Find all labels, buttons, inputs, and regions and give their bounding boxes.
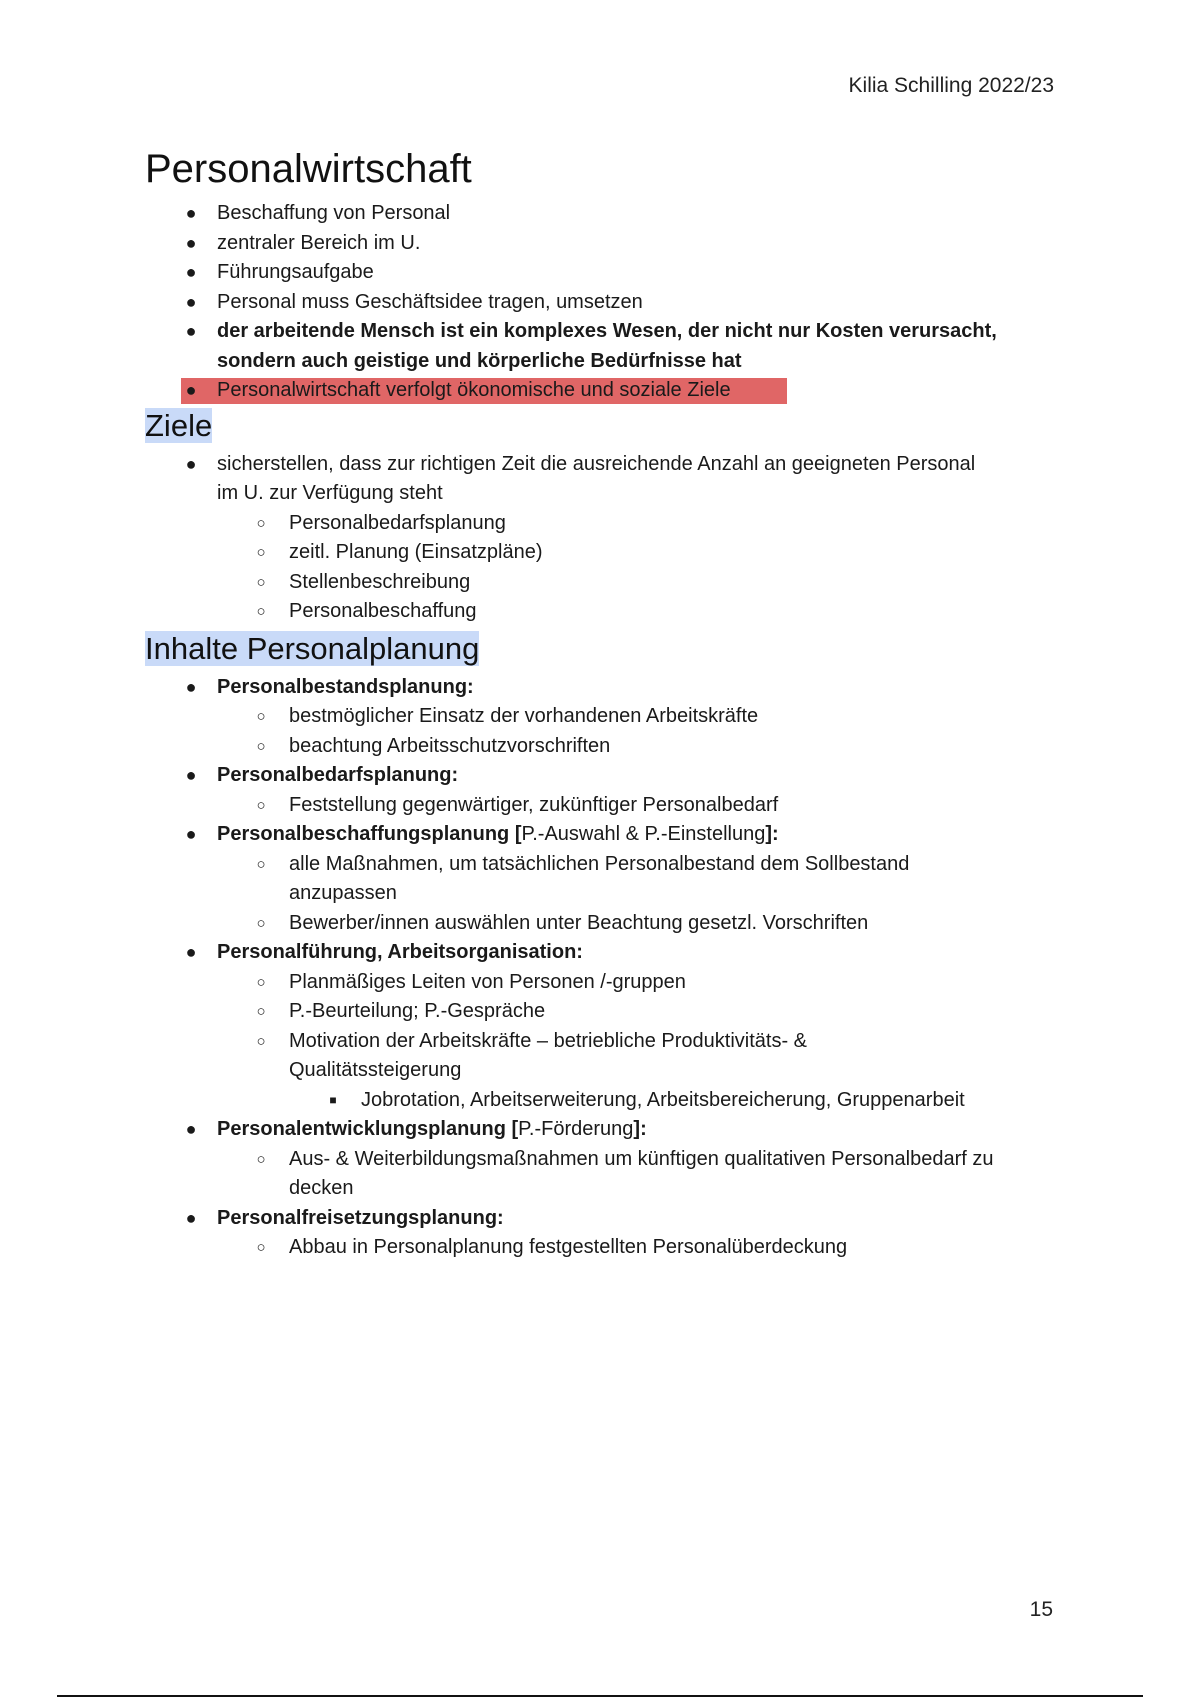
entwicklung-sublist [145,1145,1065,1204]
sublist-item: ○ Personalbedarfsplanung [217,509,985,539]
sublist-item: ○ P.-Beurteilung; P.-Gespräche [217,997,1065,1027]
freisetzung-sublist [145,1233,1065,1263]
bullet-icon: ● [185,321,197,341]
list-item: ● Personalbestandsplanung: ○ bestmöglicher Einsatz der vorhandenen Arbeitskräfte ○ beachtung Arbeitsschutzvorschriften [145,673,1065,762]
list-item: ● Beschaffung von Personal [145,199,1065,229]
page-title: Personalwirtschaft [145,147,472,191]
circle-bullet-icon: ○ [256,708,266,725]
list-item: ● Führungsaufgabe [145,258,1065,288]
sublist-item: ○ Abbau in Personalplanung festgestellten Personalüberdeckung [217,1233,1065,1263]
sublist-item: ○ Planmäßiges Leiten von Personen /-gruppen [217,968,1065,998]
list-item: ● sicherstellen, dass zur richtigen Zeit die ausreichende Anzahl an geeigneten Personal im U. zur Verfügung steht ○ Personalbedarfsplanung ○ zeitl. Planung (Einsatzpläne) ○ Stellenbeschreibung ○ Personalbeschaffung [145,450,1065,627]
sublist-item: ○ alle Maßnahmen, um tatsächlichen Personalbestand dem Sollbestand anzupassen [217,850,1065,909]
bullet-icon: ● [185,262,197,282]
bullet-icon: ● [185,380,197,400]
ziele-list [145,450,1065,627]
sublist-item: ○ Feststellung gegenwärtiger, zukünftiger Personalbedarf [217,791,1065,821]
fuehrung-subsublist [217,1086,1065,1116]
beschaffung-sublist [145,850,1065,939]
circle-bullet-icon: ○ [256,603,266,620]
list-item-bold: ● der arbeitende Mensch ist ein komplexes Wesen, der nicht nur Kosten verursacht, sondern auch geistige und körperliche Bedürfnisse hat [145,317,1065,376]
list-item: ● Personalbeschaffungsplanung [P.-Auswahl & P.-Einstellung]: ○ alle Maßnahmen, um tatsächlichen Personalbestand dem Sollbestand anzupassen ○ Bewerber/innen auswählen unter Beachtung gesetzl. Vorschriften [145,820,1065,938]
bedarf-sublist [145,791,1065,821]
bullet-icon: ● [185,232,197,253]
bullet-icon: ● [185,824,197,844]
section-heading-inhalte: Inhalte Personalplanung [145,630,480,666]
highlighted-list-item: ● Personalwirtschaft verfolgt ökonomische und soziale Ziele [145,376,1065,406]
circle-bullet-icon: ○ [256,514,266,532]
list-item: ● Personalentwicklungsplanung [P.-Förderung]: ○ Aus- & Weiterbildungsmaßnahmen um künftigen qualitativen Personalbedarf zu decken [145,1115,1065,1204]
circle-bullet-icon: ○ [256,973,266,991]
list-item: ● Personal muss Geschäftsidee tragen, umsetzen [145,288,1065,318]
sublist-item: ○ Aus- & Weiterbildungsmaßnahmen um künftigen qualitativen Personalbedarf zu decken [217,1145,1065,1204]
bullet-icon: ● [185,291,197,312]
inhalte-list [145,673,1065,1263]
circle-bullet-icon: ○ [256,796,266,814]
sublist-item: ○ Stellenbeschreibung [217,568,985,598]
sublist-item: ○ zeitl. Planung (Einsatzpläne) [217,538,985,568]
sublist-item: ○ Bewerber/innen auswählen unter Beachtung gesetzl. Vorschriften [217,909,1065,939]
circle-bullet-icon: ○ [256,573,266,591]
sublist-item: ○ Motivation der Arbeitskräfte – betriebliche Produktivitäts- & Qualitätssteigerung ■ Jobrotation, Arbeitserweiterung, Arbeitsbereicherung, Gruppenarbeit [217,1027,1065,1116]
circle-bullet-icon: ○ [256,1003,266,1020]
bullet-icon: ● [185,1119,197,1139]
page-number: 15 [1029,1598,1053,1621]
page-content [145,143,1065,1263]
circle-bullet-icon: ○ [256,1032,266,1050]
circle-bullet-icon: ○ [256,914,266,932]
list-item: ● Personalfreisetzungsplanung: ○ Abbau in Personalplanung festgestellten Personalüberdeckung [145,1204,1065,1263]
circle-bullet-icon: ○ [256,544,266,561]
bullet-icon: ● [185,453,197,474]
bullet-icon: ● [185,676,197,697]
bestand-sublist [145,702,1065,761]
bullet-icon: ● [185,765,197,785]
circle-bullet-icon: ○ [256,1150,266,1168]
bottom-divider [57,1695,1143,1697]
circle-bullet-icon: ○ [256,737,266,755]
square-bullet-icon: ■ [329,1092,337,1107]
fuehrung-sublist [145,968,1065,1116]
sublist-item: ○ Personalbeschaffung [217,597,985,627]
bullet-icon: ● [185,1207,197,1228]
list-item: ● Personalbedarfsplanung: ○ Feststellung gegenwärtiger, zukünftiger Personalbedarf [145,761,1065,820]
ziele-sublist [145,509,985,627]
author-header: Kilia Schilling 2022/23 [848,74,1054,97]
bullet-icon: ● [185,203,197,223]
subsublist-item: ■ Jobrotation, Arbeitserweiterung, Arbeitsbereicherung, Gruppenarbeit [289,1086,1065,1116]
sublist-item: ○ beachtung Arbeitsschutzvorschriften [217,732,1065,762]
sublist-item: ○ bestmöglicher Einsatz der vorhandenen Arbeitskräfte [217,702,1065,732]
circle-bullet-icon: ○ [256,855,266,873]
section-heading-ziele: Ziele [145,407,213,443]
circle-bullet-icon: ○ [256,1239,266,1256]
intro-list [145,199,1065,406]
list-item: ● Personalführung, Arbeitsorganisation: ○ Planmäßiges Leiten von Personen /-gruppen ○ P.-Beurteilung; P.-Gespräche ○ Motivation der Arbeitskräfte – betriebliche Produktivitäts- & Qualitätssteigerung ■ Jobrotation, Arbeitserweiterung, Arbeitsbereicherung, Gruppenarbeit [145,938,1065,1115]
bullet-icon: ● [185,942,197,962]
list-item: ● zentraler Bereich im U. [145,229,1065,259]
